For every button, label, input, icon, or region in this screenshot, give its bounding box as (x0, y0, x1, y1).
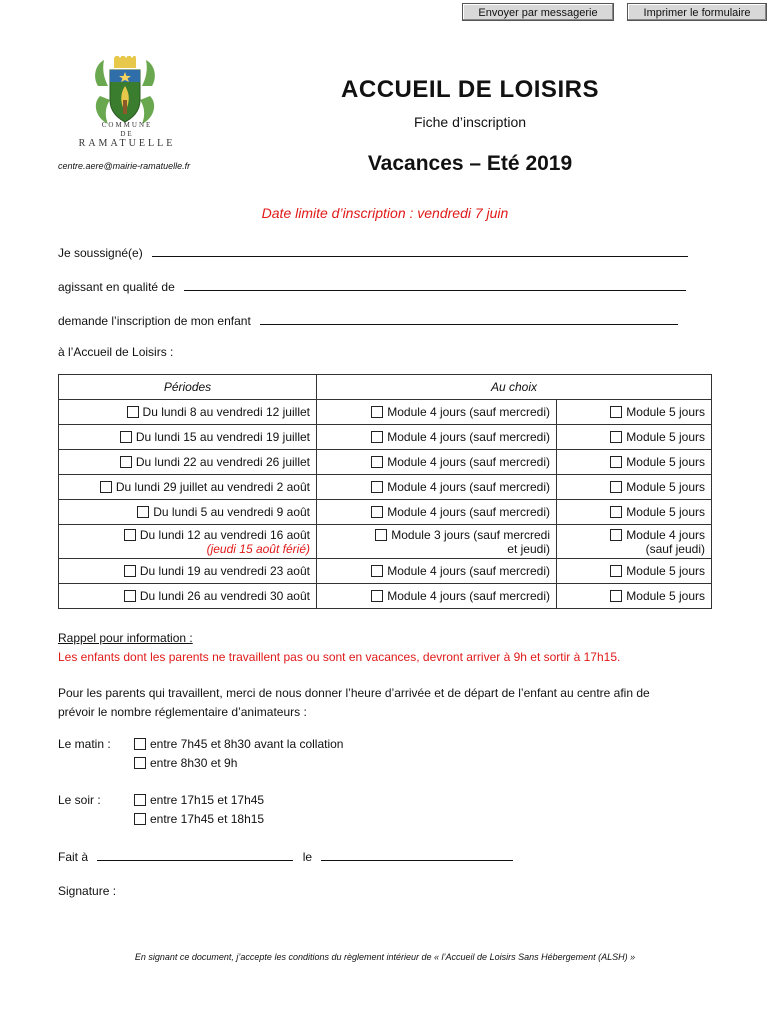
module-a-label: Module 4 jours (sauf mercredi) (387, 405, 550, 419)
period-label: Du lundi 8 au vendredi 12 juillet (142, 405, 310, 419)
module-a-label: Module 4 jours (sauf mercredi) (387, 589, 550, 603)
table-row (59, 584, 712, 609)
matin-label: Le matin : (58, 737, 111, 751)
period-checkbox[interactable] (137, 506, 149, 518)
period-label: Du lundi 29 juillet au vendredi 2 août (115, 480, 310, 494)
page-title: ACCUEIL DE LOISIRS (341, 76, 599, 103)
enfant-label: demande l’inscription de mon enfant (58, 314, 251, 328)
module-b-checkbox[interactable] (610, 506, 622, 518)
matin-opt2-label: entre 8h30 et 9h (150, 756, 238, 770)
module-b-label: Module 5 jours (626, 564, 705, 578)
module-b-checkbox[interactable] (610, 456, 622, 468)
module-a-label: Module 4 jours (sauf mercredi) (387, 480, 550, 494)
module-a-label: Module 4 jours (sauf mercredi) (387, 564, 550, 578)
module-a-label: Module 4 jours (sauf mercredi) (387, 455, 550, 469)
footer-note: En signant ce document, j’accepte les conditions du règlement intérieur de « l’Accueil de Loisirs Sans Hébergement (ALSH) » (134, 952, 636, 962)
signature-label: Signature : (58, 884, 117, 898)
soir-opt1-checkbox[interactable] (134, 794, 146, 806)
info-paragraph-line: Pour les parents qui travaillent, merci de nous donner l’heure d’arrivée et de départ de l’enfant au centre afin de (58, 686, 650, 700)
print-form-button[interactable]: Imprimer le formulaire (627, 3, 767, 21)
module-a-label-cont: et jeudi) (507, 541, 550, 556)
fait-row (58, 849, 513, 864)
soir-opt2-label: entre 17h45 et 18h15 (150, 812, 265, 826)
soir-label: Le soir : (58, 793, 101, 807)
period-checkbox[interactable] (124, 590, 136, 602)
fait-field[interactable] (97, 849, 293, 861)
period-label: Du lundi 22 au vendredi 26 juillet (135, 455, 310, 469)
module-a-checkbox[interactable] (371, 565, 383, 577)
form-subtitle: Fiche d’inscription (413, 114, 527, 130)
module-b-label: Module 5 jours (626, 455, 705, 469)
module-b-label: Module 5 jours (626, 505, 705, 519)
qualite-label: agissant en qualité de (58, 280, 175, 294)
commune-de-label: DE (120, 130, 134, 138)
enfant-field[interactable] (260, 313, 678, 325)
soussigne-field[interactable] (152, 245, 688, 257)
enfant-row (58, 313, 678, 328)
period-checkbox[interactable] (120, 456, 132, 468)
periods-header: Périodes (59, 375, 317, 400)
table-row (59, 500, 712, 525)
fait-label: Fait à (58, 850, 89, 864)
soir-option (134, 812, 264, 826)
info-paragraph-line: prévoir le nombre réglementaire d’animateurs : (58, 705, 307, 719)
module-a-label: Module 4 jours (sauf mercredi) (387, 430, 550, 444)
module-b-label: Module 5 jours (626, 405, 705, 419)
period-checkbox[interactable] (124, 529, 136, 541)
rappel-title: Rappel pour information : (58, 631, 193, 645)
module-b-label-cont: (sauf jeudi) (645, 541, 705, 556)
periods-table (58, 374, 712, 609)
contact-email: centre.aere@mairie-ramatuelle.fr (58, 161, 191, 171)
qualite-field[interactable] (184, 279, 686, 291)
module-a-checkbox[interactable] (375, 529, 387, 541)
module-b-label: Module 4 jours (626, 527, 705, 542)
coat-of-arms-logo (90, 56, 160, 128)
period-label: Du lundi 19 au vendredi 23 août (139, 564, 310, 578)
commune-town-label: RAMATUELLE (78, 138, 176, 149)
soussigne-label: Je soussigné(e) (58, 246, 143, 260)
table-header-row (59, 375, 712, 400)
period-label: Du lundi 15 au vendredi 19 juillet (135, 430, 310, 444)
table-row (59, 425, 712, 450)
module-b-checkbox[interactable] (610, 565, 622, 577)
module-b-checkbox[interactable] (610, 431, 622, 443)
commune-name (72, 121, 182, 148)
table-row (59, 400, 712, 425)
module-b-checkbox[interactable] (610, 590, 622, 602)
period-label: Du lundi 12 au vendredi 16 août (139, 527, 310, 542)
soir-opt2-checkbox[interactable] (134, 813, 146, 825)
module-a-checkbox[interactable] (371, 431, 383, 443)
choice-header: Au choix (317, 375, 712, 400)
module-a-checkbox[interactable] (371, 481, 383, 493)
holiday-note: (jeudi 15 août férié) (206, 541, 310, 556)
le-label: le (302, 850, 313, 864)
deadline-notice: Date limite d’inscription : vendredi 7 juin (261, 205, 509, 221)
soir-option (134, 793, 264, 807)
matin-opt1-label: entre 7h45 et 8h30 avant la collation (150, 737, 344, 751)
module-b-label: Module 5 jours (626, 480, 705, 494)
rappel-text: Les enfants dont les parents ne travaillent pas ou sont en vacances, devront arriver à 9h et sortir à 17h15. (58, 650, 621, 664)
module-b-checkbox[interactable] (610, 529, 622, 541)
module-b-checkbox[interactable] (610, 406, 622, 418)
soussigne-row (58, 245, 688, 260)
period-label: Du lundi 26 au vendredi 30 août (139, 589, 310, 603)
table-row (59, 450, 712, 475)
date-field[interactable] (321, 849, 513, 861)
module-b-label: Module 5 jours (626, 589, 705, 603)
accueil-label: à l’Accueil de Loisirs : (58, 345, 174, 359)
period-checkbox[interactable] (120, 431, 132, 443)
period-checkbox[interactable] (127, 406, 139, 418)
table-row (59, 525, 712, 559)
qualite-row (58, 279, 686, 294)
period-label: Du lundi 5 au vendredi 9 août (153, 505, 310, 519)
period-checkbox[interactable] (100, 481, 112, 493)
commune-label: COMMUNE (101, 121, 153, 129)
module-a-checkbox[interactable] (371, 406, 383, 418)
module-b-checkbox[interactable] (610, 481, 622, 493)
season-title: Vacances – Eté 2019 (367, 152, 573, 175)
matin-option (134, 756, 237, 770)
matin-opt2-checkbox[interactable] (134, 757, 146, 769)
matin-opt1-checkbox[interactable] (134, 738, 146, 750)
info-paragraph (58, 684, 718, 722)
module-a-label: Module 3 jours (sauf mercredi (391, 527, 550, 542)
module-a-label: Module 4 jours (sauf mercredi) (387, 505, 550, 519)
matin-option (134, 737, 343, 751)
soir-opt1-label: entre 17h15 et 17h45 (150, 793, 265, 807)
module-a-checkbox[interactable] (371, 456, 383, 468)
module-a-checkbox[interactable] (371, 590, 383, 602)
table-row (59, 475, 712, 500)
period-checkbox[interactable] (124, 565, 136, 577)
table-row (59, 559, 712, 584)
module-a-checkbox[interactable] (371, 506, 383, 518)
module-b-label: Module 5 jours (626, 430, 705, 444)
send-by-email-button[interactable]: Envoyer par messagerie (462, 3, 614, 21)
